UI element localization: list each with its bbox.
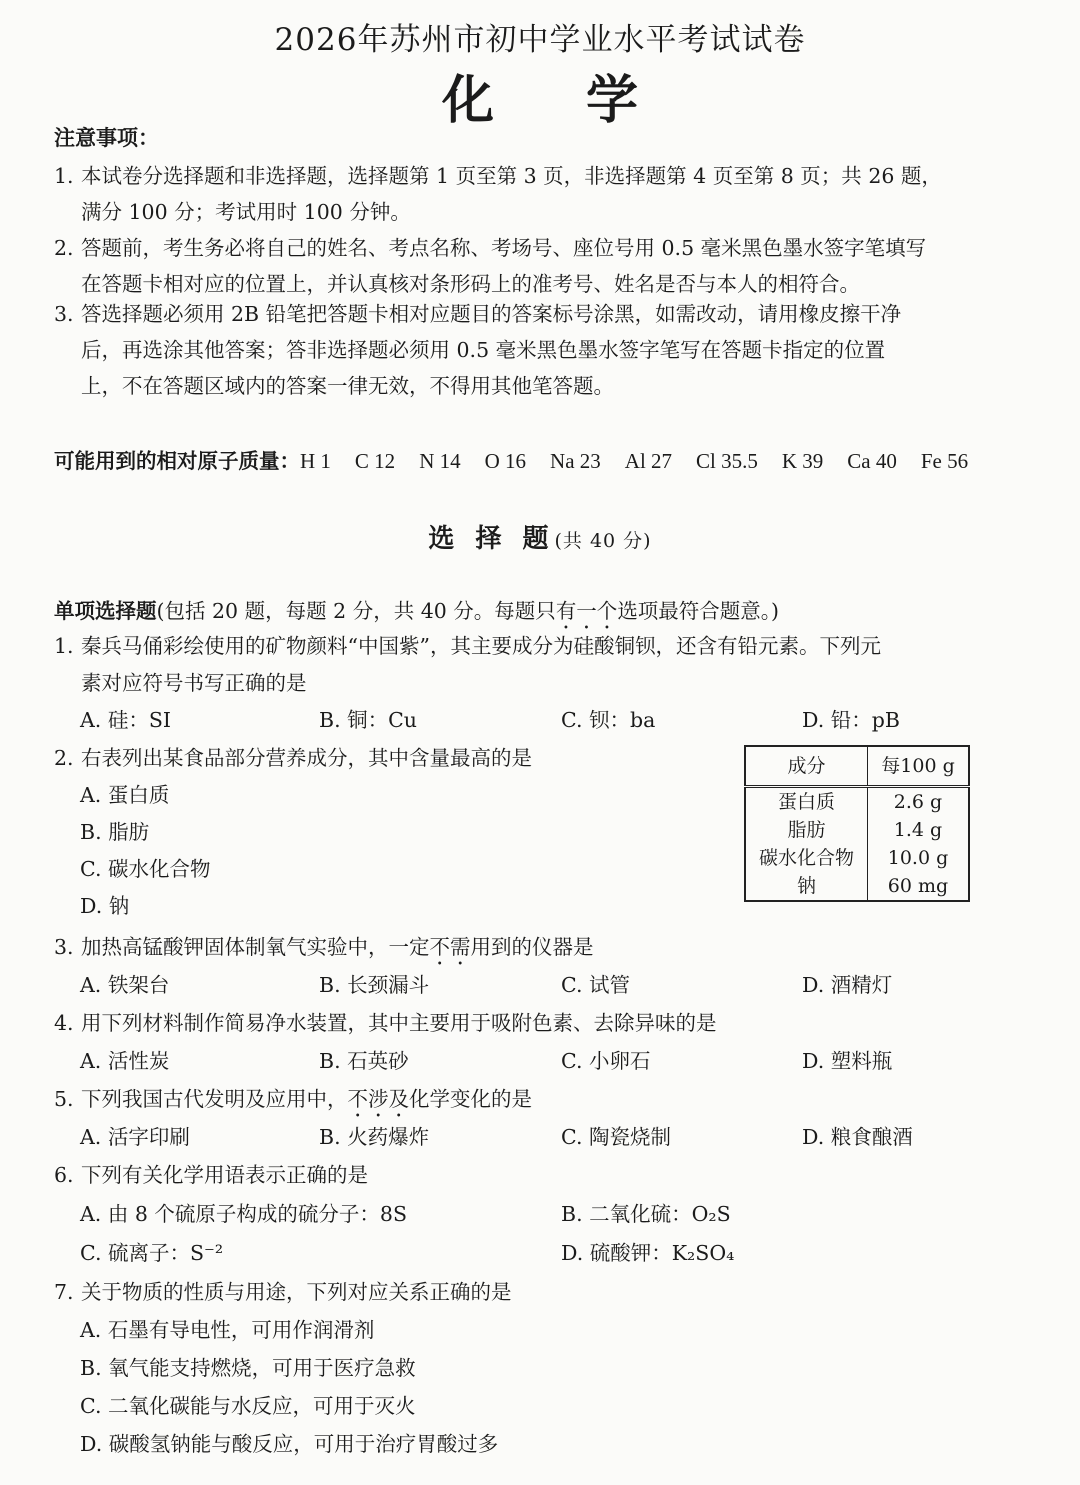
question-stem: 下列有关化学用语表示正确的是	[81, 1163, 368, 1187]
option-c[interactable]: C. 小卵石	[561, 1049, 651, 1073]
option-b[interactable]: B. 二氧化硫：O₂S	[561, 1202, 731, 1226]
question-stem: 素对应符号书写正确的是	[81, 671, 307, 695]
question-emphasis: 不涉及	[347, 1087, 409, 1111]
option-c[interactable]: C. 二氧化碳能与水反应，可用于灭火	[80, 1394, 416, 1418]
table-cell: 蛋白质	[745, 787, 868, 817]
question-number: 7.	[54, 1280, 74, 1304]
option-d[interactable]: D. 碳酸氢钠能与酸反应，可用于治疗胃酸过多	[80, 1432, 499, 1456]
question-stem: 关于物质的性质与用途，下列对应关系正确的是	[81, 1280, 512, 1304]
note-2	[54, 230, 1026, 302]
option-d[interactable]: D. 粮食酿酒	[802, 1125, 913, 1149]
atomic-mass: Na 23	[550, 449, 601, 473]
option-d[interactable]: D. 塑料瓶	[802, 1049, 893, 1073]
atomic-mass: H 1	[300, 449, 331, 473]
question-stem: 秦兵马俑彩绘使用的矿物颜料“中国紫”，其主要成分为硅酸铜钡，还含有铅元素。下列元	[81, 634, 881, 658]
note-text: 后，再选涂其他答案；答非选择题必须用 0.5 毫米黑色墨水签字笔写在答题卡指定的位置	[81, 338, 886, 362]
instructions-emphasis: 有一个	[555, 599, 618, 623]
instructions-label: 单项选择题	[54, 599, 157, 623]
table-cell: 60 mg	[887, 875, 949, 897]
note-text: 本试卷分选择题和非选择题，选择题第 1 页至第 3 页，非选择题第 4 页至第 8 页；共 26 题，	[81, 164, 942, 188]
question-5	[54, 1081, 1026, 1122]
table-cell: 钠	[745, 872, 868, 901]
section-title	[0, 518, 1080, 555]
question-number: 4.	[54, 1011, 74, 1035]
instructions-text: 选项最符合题意。)	[617, 599, 780, 623]
question-3-options	[80, 967, 1026, 1004]
exam-title: 2026年苏州市初中学业水平考试试卷	[274, 22, 806, 58]
note-text: 满分 100 分；考试用时 100 分钟。	[81, 200, 411, 224]
question-5-options	[80, 1119, 1026, 1156]
question-number: 2.	[54, 746, 74, 770]
option-b[interactable]: B. 长颈漏斗	[319, 973, 430, 997]
atomic-mass: Cl 35.5	[696, 449, 758, 473]
table-header-cell: 每100 g	[868, 746, 970, 787]
note-text: 上，不在答题区域内的答案一律无效，不得用其他笔答题。	[81, 374, 614, 398]
question-1	[54, 628, 1026, 702]
section-score: (共 40 分)	[554, 530, 652, 552]
nutrition-table	[744, 745, 970, 902]
option-a[interactable]: A. 蛋白质	[80, 783, 170, 807]
table-header-row	[745, 746, 969, 787]
option-b[interactable]: B. 脂肪	[80, 820, 150, 844]
option-a[interactable]: A. 活性炭	[80, 1049, 170, 1073]
option-a[interactable]: A. 由 8 个硫原子构成的硫分子：8S	[80, 1202, 407, 1226]
question-7	[54, 1274, 1026, 1311]
question-number: 3.	[54, 935, 74, 959]
table-cell: 碳水化合物	[745, 844, 868, 872]
option-c[interactable]: C. 碳水化合物	[80, 857, 211, 881]
question-stem: 化学变化的是	[409, 1087, 532, 1111]
atomic-mass: C 12	[354, 449, 396, 473]
option-d[interactable]: D. 酒精灯	[802, 973, 893, 997]
question-stem: 右表列出某食品部分营养成分，其中含量最高的是	[81, 746, 532, 770]
question-stem: 下列我国古代发明及应用中，	[81, 1087, 348, 1111]
table-cell: 脂肪	[745, 816, 868, 844]
option-a[interactable]: A. 铁架台	[80, 973, 170, 997]
instructions-text: (包括 20 题，每题 2 分，共 40 分。每题只	[156, 599, 556, 623]
subject-title: 化学	[441, 70, 730, 131]
note-3	[54, 296, 1026, 404]
option-c[interactable]: C. 硫离子：S⁻²	[80, 1241, 224, 1265]
option-a[interactable]: A. 活字印刷	[80, 1125, 190, 1149]
question-stem: 用到的仪器是	[470, 935, 594, 959]
option-c[interactable]: C. 试管	[561, 973, 630, 997]
atomic-mass: N 14	[419, 449, 461, 473]
atomic-masses-label: 可能用到的相对原子质量：	[54, 449, 300, 473]
question-4-options	[80, 1043, 1026, 1080]
notes-heading: 注意事项：	[54, 125, 159, 150]
option-d[interactable]: D. 硫酸钾：K₂SO₄	[561, 1241, 735, 1265]
question-6	[54, 1157, 1026, 1194]
table-row	[745, 787, 969, 817]
option-c[interactable]: C. 陶瓷烧制	[561, 1125, 671, 1149]
note-number: 2.	[54, 236, 74, 260]
table-cell: 1.4 g	[893, 819, 943, 841]
option-c[interactable]: C. 钡：ba	[561, 708, 656, 732]
section-name: 选 择 题	[428, 524, 555, 554]
table-row	[745, 816, 969, 844]
table-cell: 2.6 g	[893, 791, 943, 813]
option-d[interactable]: D. 钠	[80, 894, 130, 918]
option-a[interactable]: A. 硅：SI	[80, 708, 171, 732]
question-number: 5.	[54, 1087, 74, 1111]
option-a[interactable]: A. 石墨有导电性，可用作润滑剂	[80, 1318, 375, 1342]
question-4	[54, 1005, 1026, 1042]
question-number: 1.	[54, 634, 74, 658]
question-stem: 加热高锰酸钾固体制氧气实验中，一定	[81, 935, 430, 959]
note-text: 答题前，考生务必将自己的姓名、考点名称、考场号、座位号用 0.5 毫米黑色墨水签字笔填写	[81, 236, 927, 260]
note-text: 答选择题必须用 2B 铅笔把答题卡相对应题目的答案标号涂黑，如需改动，请用橡皮擦干净	[81, 302, 902, 326]
table-cell: 10.0 g	[887, 847, 949, 869]
question-3	[54, 929, 1026, 970]
note-number: 3.	[54, 302, 74, 326]
option-b[interactable]: B. 铜：Cu	[319, 708, 417, 732]
atomic-mass: Fe 56	[920, 449, 969, 473]
option-d[interactable]: D. 铅：pB	[802, 708, 900, 732]
question-stem: 用下列材料制作简易净水装置，其中主要用于吸附色素、去除异味的是	[81, 1011, 717, 1035]
option-b[interactable]: B. 火药爆炸	[319, 1125, 430, 1149]
atomic-mass: Ca 40	[847, 449, 897, 473]
option-b[interactable]: B. 石英砂	[319, 1049, 409, 1073]
question-6-options-row-2	[80, 1235, 1026, 1272]
note-text: 在答题卡相对应的位置上，并认真核对条形码上的准考号、姓名是否与本人的相符合。	[81, 272, 860, 296]
question-1-options	[80, 702, 1026, 739]
atomic-mass: Al 27	[624, 449, 673, 473]
table-row	[745, 844, 969, 872]
atomic-mass: K 39	[781, 449, 824, 473]
table-row	[745, 872, 969, 901]
question-number: 6.	[54, 1163, 74, 1187]
question-2	[54, 740, 734, 777]
note-number: 1.	[54, 164, 74, 188]
table-header-cell: 成分	[745, 746, 868, 787]
note-1	[54, 158, 1026, 230]
question-6-options-row-1	[80, 1196, 1026, 1233]
question-emphasis: 不需	[429, 935, 471, 959]
atomic-mass: O 16	[484, 449, 527, 473]
option-b[interactable]: B. 氧气能支持燃烧，可用于医疗急救	[80, 1356, 416, 1380]
atomic-masses	[54, 444, 1026, 474]
